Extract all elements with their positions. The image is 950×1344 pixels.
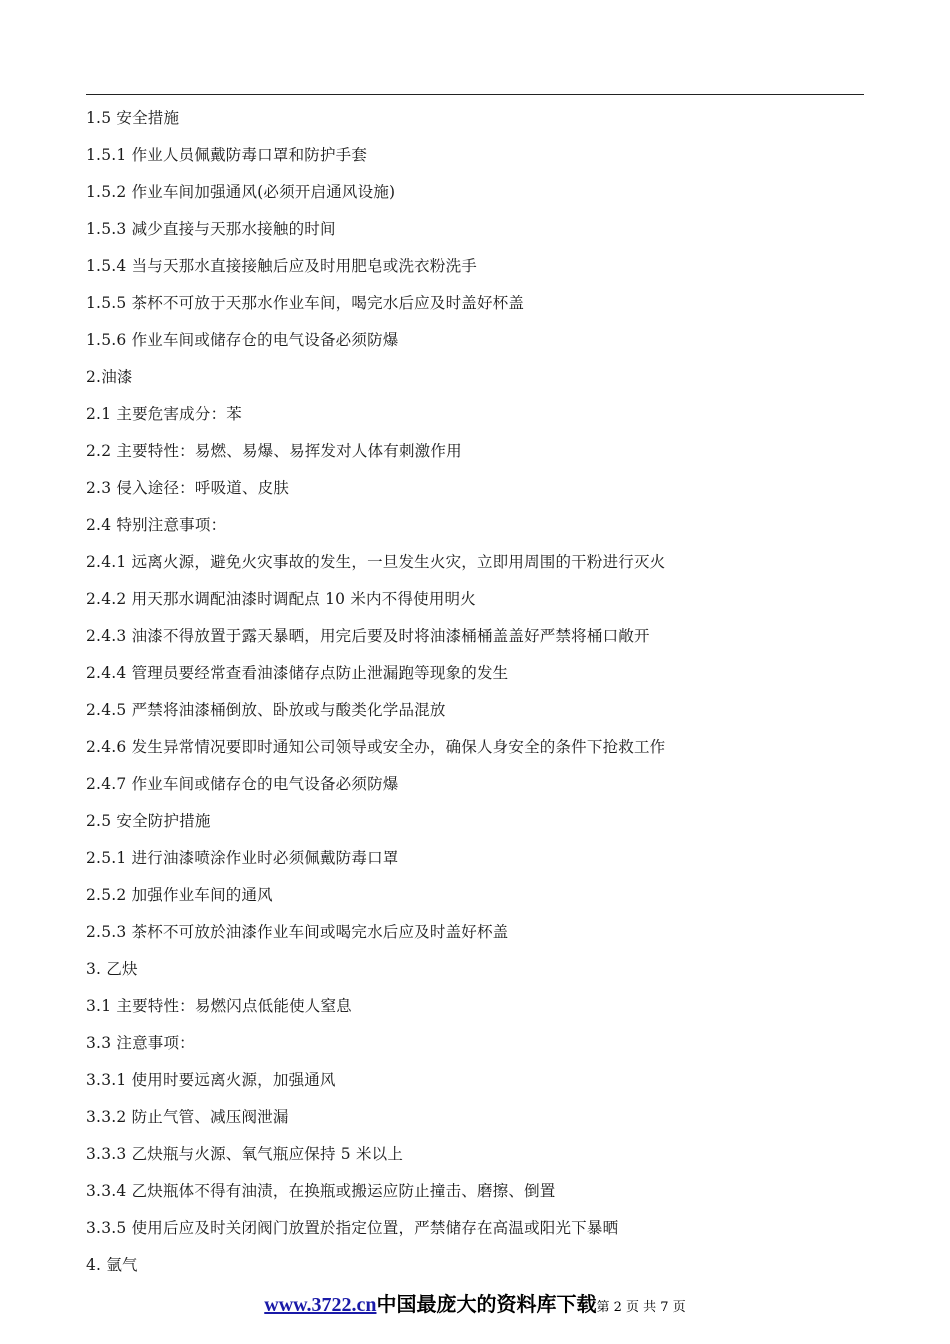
text-line: 2.4.5 严禁将油漆桶倒放、卧放或与酸类化学品混放 [86, 701, 446, 719]
text-line: 2.4.1 远离火源，避免火灾事故的发生，一旦发生火灾，立即用周围的干粉进行灭火 [86, 553, 666, 571]
text-line: 3.3.1 使用时要远离火源，加强通风 [86, 1071, 336, 1089]
text-line: 1.5.4 当与天那水直接接触后应及时用肥皂或洗衣粉洗手 [86, 257, 477, 275]
text-line: 2.5 安全防护措施 [86, 812, 211, 830]
text-line: 2.5.1 进行油漆喷涂作业时必须佩戴防毒口罩 [86, 849, 399, 867]
text-line: 2.4 特别注意事项： [86, 516, 227, 534]
page-footer [0, 1288, 950, 1317]
footer-slogan: 中国最庞大的资料库下载 [376, 1292, 597, 1316]
section-heading: 4. 氩气 [86, 1256, 138, 1274]
section-heading: 3. 乙炔 [86, 960, 138, 978]
text-line: 2.4.6 发生异常情况要即时通知公司领导或安全办，确保人身安全的条件下抢救工作 [86, 738, 666, 756]
text-line: 3.3 注意事项： [86, 1034, 195, 1052]
text-line: 3.3.2 防止气管、减压阀泄漏 [86, 1108, 289, 1126]
text-line: 1.5 安全措施 [86, 109, 180, 127]
document-body [86, 107, 866, 1291]
text-line: 2.5.3 茶杯不可放於油漆作业车间或喝完水后应及时盖好杯盖 [86, 923, 509, 941]
text-line: 2.4.2 用天那水调配油漆时调配点 10 米内不得使用明火 [86, 590, 476, 608]
text-line: 2.4.3 油漆不得放置于露天暴晒，用完后要及时将油漆桶桶盖盖好严禁将桶口敞开 [86, 627, 650, 645]
text-line: 3.1 主要特性：易燃闪点低能使人窒息 [86, 997, 352, 1015]
section-heading: 2.油漆 [86, 368, 133, 386]
text-line: 2.4.7 作业车间或储存仓的电气设备必须防爆 [86, 775, 399, 793]
text-line: 2.4.4 管理员要经常查看油漆储存点防止泄漏跑等现象的发生 [86, 664, 509, 682]
text-line: 2.3 侵入途径：呼吸道、皮肤 [86, 479, 290, 497]
footer-site-link[interactable]: www.3722.cn [264, 1294, 377, 1316]
text-line: 2.2 主要特性：易燃、易爆、易挥发对人体有刺激作用 [86, 442, 462, 460]
header-rule [86, 94, 864, 95]
text-line: 3.3.5 使用后应及时关闭阀门放置於指定位置，严禁储存在高温或阳光下暴晒 [86, 1219, 619, 1237]
text-line: 1.5.2 作业车间加强通风(必须开启通风设施) [86, 183, 396, 201]
text-line: 1.5.1 作业人员佩戴防毒口罩和防护手套 [86, 146, 368, 164]
text-line: 2.5.2 加强作业车间的通风 [86, 886, 273, 904]
text-line: 1.5.5 茶杯不可放于天那水作业车间，喝完水后应及时盖好杯盖 [86, 294, 525, 312]
text-line: 3.3.4 乙炔瓶体不得有油渍，在换瓶或搬运应防止撞击、磨擦、倒置 [86, 1182, 556, 1200]
text-line: 3.3.3 乙炔瓶与火源、氧气瓶应保持 5 米以上 [86, 1145, 404, 1163]
text-line: 1.5.6 作业车间或储存仓的电气设备必须防爆 [86, 331, 399, 349]
text-line: 1.5.3 减少直接与天那水接触的时间 [86, 220, 336, 238]
page-number: 第 2 页 共 7 页 [596, 1300, 686, 1315]
text-line: 2.1 主要危害成分：苯 [86, 405, 242, 423]
